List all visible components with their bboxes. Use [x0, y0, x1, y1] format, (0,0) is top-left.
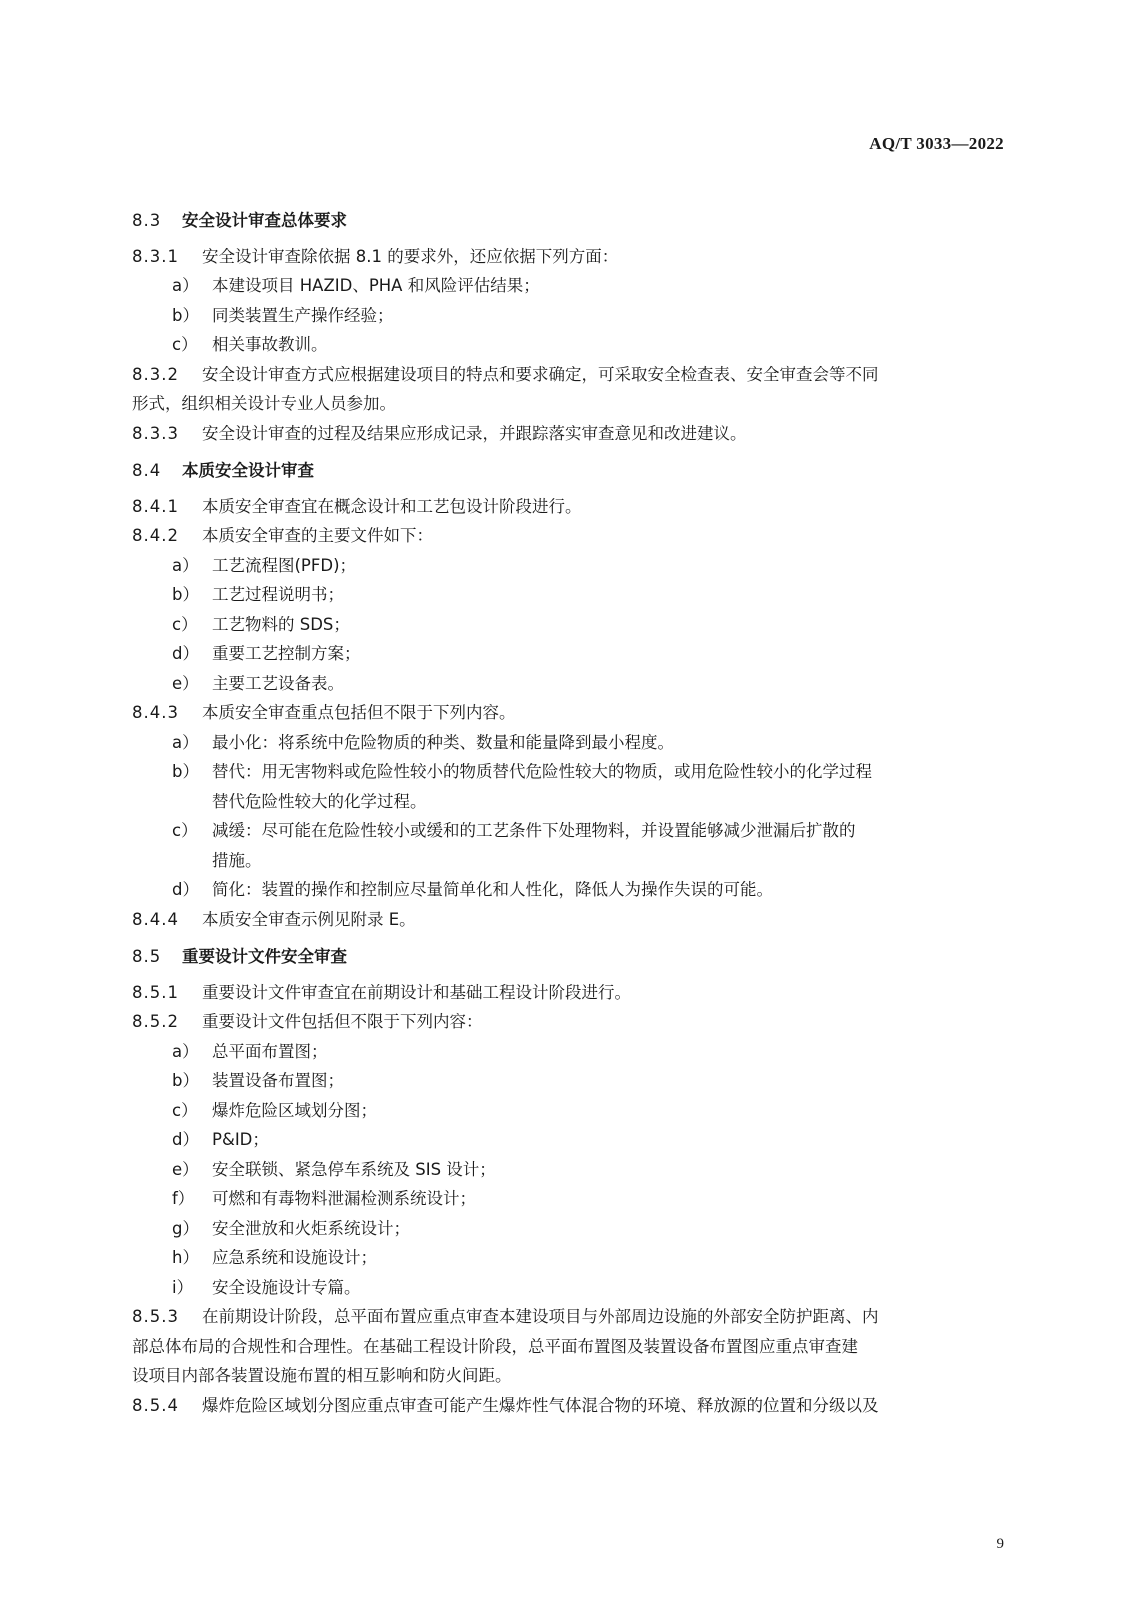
list-item-text: 简化：装置的操作和控制应尽量简单化和人性化，降低人为操作失误的可能。 [212, 880, 773, 899]
list-item-text: 总平面布置图； [212, 1041, 328, 1061]
clause-continuation [132, 1332, 1002, 1362]
clause-number: 8.5.3 [132, 1307, 179, 1326]
section-title: 本质安全设计审查 [182, 461, 314, 480]
list-item-marker: c） [172, 614, 198, 634]
clause-number: 8.4.1 [132, 496, 179, 516]
list-item [132, 1096, 1002, 1126]
section-title: 安全设计审查总体要求 [182, 211, 347, 230]
list-item-text: 安全泄放和火炬系统设计； [212, 1218, 410, 1238]
list-item-marker: a） [172, 732, 199, 752]
section-heading [132, 206, 1002, 236]
clause [132, 905, 1002, 935]
clause-text: 爆炸危险区域划分图应重点审查可能产生爆炸性气体混合物的环境、释放源的位置和分级以及 [202, 1395, 879, 1415]
clause-number: 8.4.2 [132, 526, 179, 545]
clause-number: 8.5.2 [132, 1012, 179, 1031]
list-item-marker: c） [172, 335, 198, 354]
continuation-text: 设项目内部各装置设施布置的相互影响和防火间距。 [132, 1366, 512, 1385]
continuation-text: 措施。 [212, 850, 262, 870]
section-heading [132, 456, 1002, 486]
list-item [132, 1273, 1002, 1303]
clause-number: 8.3.1 [132, 246, 179, 266]
clause-text: 安全设计审查方式应根据建设项目的特点和要求确定，可采取安全检查表、安全审查会等不同 [202, 364, 879, 384]
list-item-text: 可燃和有毒物料泄漏检测系统设计； [212, 1189, 476, 1208]
list-item-marker: f） [172, 1189, 195, 1208]
section-title: 重要设计文件安全审查 [182, 947, 347, 966]
list-item [132, 1184, 1002, 1214]
list-item-marker: i） [172, 1277, 194, 1297]
list-item-text: 重要工艺控制方案； [212, 644, 361, 663]
list-item [132, 816, 1002, 846]
clause-continuation [132, 1361, 1002, 1391]
clause-number: 8.5.4 [132, 1395, 179, 1415]
list-item-text: 安全联锁、紧急停车系统及 SIS 设计； [212, 1159, 496, 1179]
list-item-text: 工艺物料的 SDS； [212, 614, 350, 634]
list-item-text: 减缓：尽可能在危险性较小或缓和的工艺条件下处理物料，并设置能够减少泄漏后扩散的 [212, 821, 856, 840]
list-item-marker: d） [172, 644, 199, 663]
list-item-marker: d） [172, 1130, 199, 1149]
list-item-text: 工艺流程图(PFD)； [212, 555, 357, 575]
clause-text: 本质安全审查宜在概念设计和工艺包设计阶段进行。 [202, 496, 582, 516]
list-item [132, 301, 1002, 331]
section-number: 8.4 [132, 461, 162, 480]
clause-text: 安全设计审查除依据 8.1 的要求外，还应依据下列方面： [202, 246, 619, 266]
list-item [132, 1066, 1002, 1096]
list-item [132, 580, 1002, 610]
list-item-marker: a） [172, 555, 199, 575]
clause-text: 安全设计审查的过程及结果应形成记录，并跟踪落实审查意见和改进建议。 [202, 423, 747, 443]
list-item [132, 639, 1002, 669]
clause [132, 1302, 1002, 1332]
clause [132, 360, 1002, 390]
list-item-marker: c） [172, 821, 198, 840]
list-item-marker: b） [172, 305, 199, 325]
list-item [132, 757, 1002, 787]
list-item [132, 610, 1002, 640]
clause-number: 8.3.3 [132, 423, 179, 443]
continuation-text: 部总体布局的合规性和合理性。在基础工程设计阶段，总平面布置图及装置设备布置图应重点审查建 [132, 1336, 858, 1356]
list-item [132, 330, 1002, 360]
page-number: 9 [996, 1536, 1004, 1552]
list-item-marker: d） [172, 880, 199, 899]
list-item-marker: e） [172, 1159, 199, 1179]
list-item-marker: a） [172, 1041, 199, 1061]
clause-continuation [132, 389, 1002, 419]
clause [132, 242, 1002, 272]
list-item-text: 最小化：将系统中危险物质的种类、数量和能量降到最小程度。 [212, 732, 674, 752]
list-item-text: 爆炸危险区域划分图； [212, 1100, 377, 1120]
clause [132, 1007, 1002, 1037]
list-item [132, 551, 1002, 581]
continuation-text: 形式，组织相关设计专业人员参加。 [132, 394, 396, 413]
list-item-marker: c） [172, 1100, 198, 1120]
list-item-continuation [132, 846, 1002, 876]
clause [132, 492, 1002, 522]
clause-text: 重要设计文件包括但不限于下列内容： [202, 1012, 483, 1031]
clause-number: 8.4.4 [132, 909, 179, 929]
list-item-marker: e） [172, 673, 199, 693]
continuation-text: 替代危险性较大的化学过程。 [212, 791, 427, 811]
list-item-text: 工艺过程说明书； [212, 585, 344, 604]
list-item-marker: h） [172, 1248, 199, 1267]
clause-text: 在前期设计阶段，总平面布置应重点审查本建设项目与外部周边设施的外部安全防护距离、内 [202, 1307, 879, 1326]
clause-text: 重要设计文件审查宜在前期设计和基础工程设计阶段进行。 [202, 982, 631, 1002]
clause-number: 8.4.3 [132, 703, 179, 722]
list-item-marker: b） [172, 762, 199, 781]
list-item-text: 本建设项目 HAZID、PHA 和风险评估结果； [212, 276, 540, 295]
list-item [132, 1125, 1002, 1155]
list-item-text: 装置设备布置图； [212, 1071, 344, 1090]
list-item-marker: b） [172, 585, 199, 604]
list-item-marker: b） [172, 1071, 199, 1090]
clause-number: 8.5.1 [132, 982, 179, 1002]
clause [132, 1391, 1002, 1421]
list-item [132, 728, 1002, 758]
clause [132, 698, 1002, 728]
clause-text: 本质安全审查重点包括但不限于下列内容。 [202, 703, 516, 722]
clause-text: 本质安全审查的主要文件如下： [202, 526, 433, 545]
list-item-text: 安全设施设计专篇。 [212, 1277, 361, 1297]
document-body [132, 198, 1002, 1420]
section-number: 8.5 [132, 947, 162, 966]
list-item [132, 669, 1002, 699]
section-heading [132, 942, 1002, 972]
list-item-text: 主要工艺设备表。 [212, 673, 344, 693]
list-item [132, 1243, 1002, 1273]
list-item-continuation [132, 787, 1002, 817]
standard-code: AQ/T 3033—2022 [869, 134, 1004, 153]
clause [132, 978, 1002, 1008]
list-item-text: 同类装置生产操作经验； [212, 305, 394, 325]
list-item [132, 875, 1002, 905]
list-item-text: P&ID； [212, 1130, 269, 1149]
list-item-marker: g） [172, 1218, 199, 1238]
list-item-text: 相关事故教训。 [212, 335, 328, 354]
list-item-marker: a） [172, 276, 199, 295]
section-number: 8.3 [132, 211, 162, 230]
clause-text: 本质安全审查示例见附录 E。 [202, 909, 416, 929]
clause [132, 521, 1002, 551]
list-item-text: 替代：用无害物料或危险性较小的物质替代危险性较大的物质，或用危险性较小的化学过程 [212, 762, 872, 781]
clause [132, 419, 1002, 449]
list-item [132, 1037, 1002, 1067]
list-item-text: 应急系统和设施设计； [212, 1248, 377, 1267]
list-item [132, 271, 1002, 301]
list-item [132, 1214, 1002, 1244]
list-item [132, 1155, 1002, 1185]
clause-number: 8.3.2 [132, 364, 179, 384]
